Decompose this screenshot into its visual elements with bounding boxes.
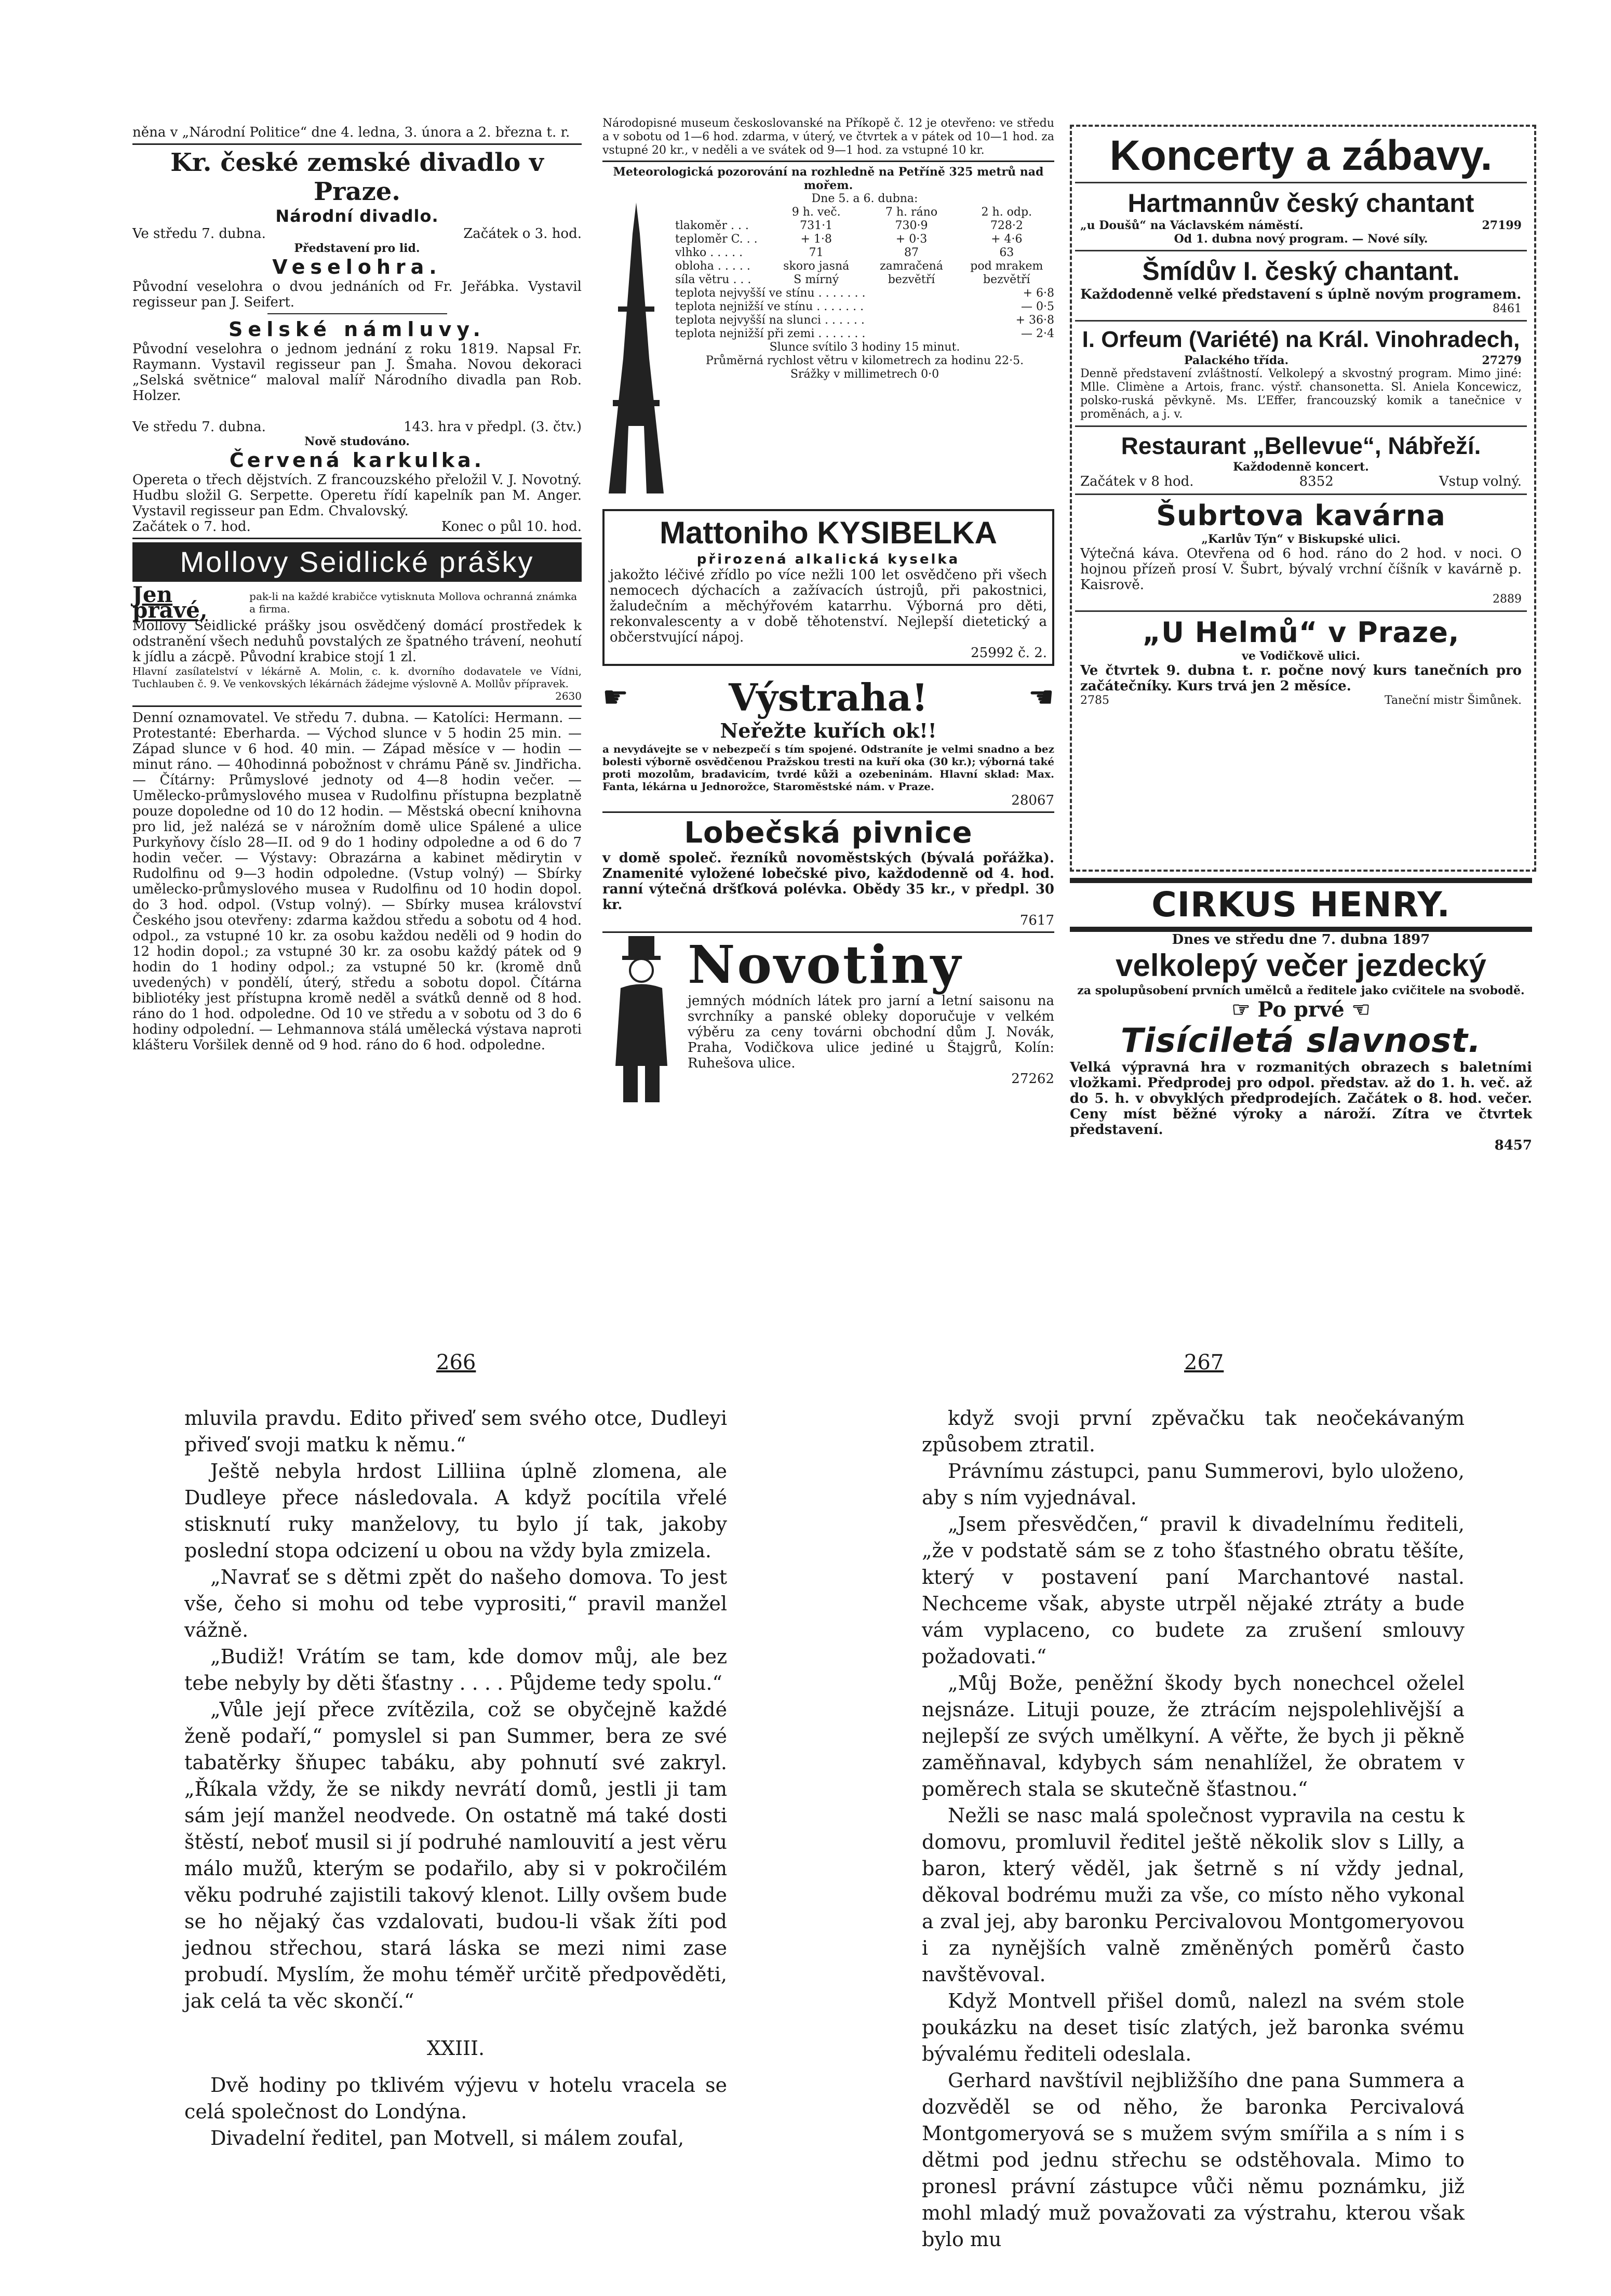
mattoni-ad — [602, 509, 1054, 666]
perf3-note: Nově studováno. — [304, 435, 410, 448]
perf1-time: Začátek o 3. hod. — [463, 226, 582, 242]
meteo-label: obloha . . . . . — [675, 260, 750, 273]
hartmann-program: Od 1. dubna nový program. — Nové síly. — [1174, 232, 1428, 246]
meteo-value: 87 — [904, 246, 919, 259]
novotiny-body — [688, 936, 1054, 1102]
meteo-value: 731·1 — [800, 219, 833, 232]
right-column — [1075, 130, 1527, 712]
mattoni-subtitle: přirozená alkalická kyselka — [696, 552, 960, 567]
warning-ad — [602, 676, 1054, 808]
subrt-title: Šubrtova kavárna — [1156, 499, 1446, 532]
moll-lead-row — [132, 582, 582, 623]
perf2-desc: Původní veselohra o jednom jednání z roku 1819. Napsal Fr. Raymann. Vystavil regisseur pan J. Šmaha. Novou dekoraci „Selská světnice“ maloval malíř Národního divadla pan Rob. Holzer. — [132, 341, 582, 404]
daily-notices: Denní oznamovatel. Ve středu 7. dubna. — Katolíci: Hermann. — Protestanté: Eberharda. — Východ slunce v 5 hodin 25 min. — Západ slunce v 6 hod. 40 min. — Západ měsíce v — hodin — minut ráno. — 40hodinná pobožnost v chrámu Páně sv. Jindřicha. — Čítárny: Průmyslové jednoty od 4—8 hodin večer. — Umělecko-průmyslového musea v Rudolfinu přístupna bezplatně pouze dopoledne od 10 do 12 hodin. — Městská obecní knihovna pro lid, jež nalézá se v nárožním domě ulice Spálené a ulice Purkyňovy číslo 28—II. od 9 do 1 hodiny odpoledne a od 6 do 7 hodin večer. — Výstavy: Obrazárna a kabinet mědirytin v Rudolfinu od 9—3 hodin odpoledne. (Vstup volný) — Sbírky umělecko-průmyslového musea v Rudolfinu od 10 hodin dopol. do 3 hod. odpol. (Vstup volný). — Sbírky musea království Českého jsou otevřeny: zdarma každou středu a sobotu od 4 hod. odpol., za vstupné 10 kr. za osobu každou neděli od 9 hodin do 12 hodin dopol.; za vstupné 30 kr. za osobu každý pátek od 9 hodin do 1 hodiny odpol.; za vstupné 50 kr. (kromě dnů uvedených) v pondělí, úterý, středu a sobotu dopol. Čítárna bibliotéky jest přístupna kromě neděl a svátků denně od 8 hod. ráno do 1 hod. odpoledne. Od 10 ve středu a v sobotu od 3 do 6 hodiny odpolední. — Lehmannova stálá umělecká výstava naproti klášteru Voršilek denně od 9 hod. ráno do 6 hod. odpoledne. — [132, 710, 582, 1053]
meteo-line-label: teplota nejnižší ve stínu . . . . . . . — [675, 300, 864, 313]
mattoni-num: 25992 č. 2. — [971, 645, 1047, 661]
orfeum-sub: Palackého třída. — [1184, 354, 1289, 367]
lobecska-ad — [602, 816, 1054, 928]
meteo-value: skoro jasná — [783, 260, 850, 273]
paragraph: Nežli se nasc malá společnost vypravila na cestu k domovu, promluvil ředitel ještě několik slov s Lilly, a baron, který věděl, jak šetrně s ní vždy jednal, děkoval bodrému muži za vše, co místo něho vykonal a zval jej, aby baronku Percivalovou Montgomeryovou i za nynějších valně změněných poměrů často navštěvoval. — [922, 1804, 1465, 1986]
bellevue-num: 8352 — [1299, 474, 1334, 489]
novotiny-num: 27262 — [1011, 1071, 1054, 1087]
novotiny-text: jemných módních látek pro jarní a letní saisonu na svrchníky a panské obleky doporučuje v velkém výběru za ceny továrni obchodní dům J. Novák, Praha, Vodičkova ulice jediné u Štajgrů, Kolín: Ruhešova ulice. — [688, 993, 1054, 1071]
hartmann-line — [1080, 219, 1522, 232]
meteo-value: 728·2 — [990, 219, 1023, 232]
perf2-title: Selské námluvy. — [229, 318, 486, 341]
pointing-hand-icon: ☚ — [1028, 680, 1054, 714]
meteo-label: vlhko . . . . . — [675, 246, 743, 259]
meteo-line-value: + 6·8 — [1023, 287, 1054, 300]
meteo-value: 730·9 — [895, 219, 928, 232]
circus-title: CIRKUS HENRY. — [1151, 885, 1451, 925]
bellevue-title: Restaurant „Bellevue“, Nábřeží. — [1121, 432, 1481, 459]
concerts-header: Koncerty a zábavy. — [1075, 130, 1527, 183]
moll-banner: Mollovy Seidlické prášky — [132, 542, 582, 582]
meteo-head: 2 h. odp. — [981, 206, 1032, 219]
meteo-line-label: teplota nejvyšší na slunci . . . . . . — [675, 314, 865, 327]
smid-text: Každodenně velké představení s úplně novým programem. — [1080, 287, 1522, 302]
helmu-sign: Taneční mistr Šimůnek. — [1385, 694, 1522, 707]
perf3-end: Konec o půl 10. hod. — [441, 519, 582, 535]
hartmann-title: Hartmannův český chantant — [1127, 189, 1474, 218]
hartmann-location: „u Doušů“ na Václavském náměstí. — [1080, 219, 1304, 232]
meteo-date: Dne 5. a 6. dubna: — [811, 192, 918, 205]
hartmann-ad — [1075, 183, 1527, 251]
paragraph: Gerhard navštívil nejbližšího dne pana Summera a dozvěděl se od něho, že baronka Percivalová Montgomeryová se s mužem svým smířila a s ním i s dětmi pod jednu střechu se odstěhovala. Mimo to pronesl právní zástupce vůči němu poznámku, již mohl mladý muž považovati za výstrahu, kterou však bylo mu — [922, 2069, 1465, 2251]
novotiny-title: Novotiny — [688, 934, 963, 995]
subrt-num: 2889 — [1493, 593, 1522, 606]
meteo-rain: Srážky v millimetrech 0·0 — [790, 368, 939, 381]
perf3-desc: Opereta o třech dějstvích. Z francouzského přeložil V. J. Novotný. Hudbu složil G. Serpette. Operetu řídí kapelník pan M. Anger. Vystavil regisseur pan Edm. Chvalovský. — [132, 472, 582, 519]
meteo-wind: Průměrná rychlost větru v kilometrech za hodinu 22·5. — [705, 354, 1024, 367]
smid-num: 8461 — [1493, 302, 1522, 315]
page-number-left: 266 — [436, 1351, 476, 1374]
left-column — [132, 125, 582, 1053]
pointing-hand-icon: ☛ — [602, 680, 629, 714]
novel-page-left — [184, 1405, 727, 2152]
meteo-line — [675, 314, 1054, 327]
orfeum-line — [1080, 354, 1522, 367]
chapter-heading: XXIII. — [426, 2037, 485, 2060]
circus-desc: Velká výpravná hra v rozmanitých obrazech s baletními vložkami. Předprodej pro odpol. představ. až do 1. h. več. až do 5. h. v obvyklých předprodejích. Začátek o 8. hod. večer. Ceny míst běžné výroky a nároží. Zítra ve čtvrtek představení. — [1070, 1060, 1532, 1138]
paragraph: Divadelní ředitel, pan Motvell, si málem zoufal, — [210, 2127, 684, 2150]
moll-depot: Hlavní zasílatelství v lékárně A. Molin, c. k. dvorního dodavatele ve Vídni, Tuchlauben č. 9. Ve venkovských lékárnách žádejme výslovně A. Mollův přípravek. — [132, 665, 582, 690]
warning-title: Výstraha! — [729, 675, 928, 719]
circus-first-row — [1070, 997, 1532, 1022]
perf1-note: Představení pro lid. — [294, 242, 420, 255]
paragraph: Právnímu zástupci, panu Summerovi, bylo uloženo, aby s ním vyjednával. — [922, 1460, 1465, 1509]
warning-header — [602, 676, 1054, 719]
helmu-text: Ve čtvrtek 9. dubna t. r. počne nový kurs tanečních pro začátečníky. Kurs trvá jen 2 měsíce. — [1080, 663, 1522, 694]
helmu-footer — [1080, 694, 1522, 708]
orfeum-ad — [1075, 322, 1527, 427]
circus-first: Po prvé — [1257, 997, 1345, 1022]
smid-ad — [1075, 251, 1527, 322]
meteo-line — [675, 300, 1054, 314]
meteo-label: síla větru . . . — [675, 273, 751, 286]
petrin-tower-icon — [608, 203, 665, 493]
paragraph: „Budiž! Vrátím se tam, kde domov můj, ale bez tebe nebyly by děti šťastny . . . . Půjdeme tedy spolu.“ — [184, 1645, 727, 1694]
perf3-title: Červená karkulka. — [229, 449, 485, 472]
mattoni-text: jakožto léčivé zřídlo po více nežli 100 let osvědčeno při všech nemocech dýchacích a zažívacích ústrojů, při pakostnici, žaludečním a měchýřovém katarrhu. Výborná pro děti, rekonvalescenty a v době těhotenství. Nejlepší dietetický a občerstvující nápoj. — [610, 567, 1047, 645]
perf1-day: Ve středu 7. dubna. — [132, 226, 266, 242]
circus-show: Tisíciletá slavnost. — [1120, 1022, 1482, 1060]
paragraph: když svoji první zpěvačku tak neočekávaným způsobem ztratil. — [922, 1407, 1465, 1456]
meteo-value: + 1·8 — [800, 233, 832, 246]
subrt-ad — [1075, 495, 1527, 612]
meteo-line-value: — 0·5 — [1021, 300, 1054, 313]
meteo-value: 63 — [999, 246, 1014, 259]
perf3-day: Ve středu 7. dubna. — [132, 419, 266, 435]
perf3-header — [132, 419, 582, 435]
novotiny-ad — [602, 936, 1054, 1102]
meteo-label: tlakoměr . . . — [675, 219, 749, 232]
orfeum-num: 27279 — [1482, 354, 1522, 367]
meteo-sun: Slunce svítilo 3 hodiny 15 minut. — [769, 341, 960, 354]
meteo-value: 71 — [809, 246, 824, 259]
meteo-head: 7 h. ráno — [885, 206, 938, 219]
divider — [132, 143, 582, 145]
perf3-footer — [132, 519, 582, 535]
hartmann-num: 27199 — [1482, 219, 1522, 232]
perf1-title: Veselohra. — [272, 256, 442, 278]
moll-num: 2630 — [555, 690, 582, 702]
paragraph: „Jsem přesvědčen,“ pravil k divadelnímu řediteli, „že v podstatě sám se z toho šťastného obratu těšíte, který v postavení paní Marchantové nastal. Nechceme však, abyste utrpěl nějaké ztráty a bude vám vyplaceno, co budete za zrušení smlouvy požadovati.“ — [922, 1513, 1465, 1668]
circus-date: Dnes ve středu dne 7. dubna 1897 — [1172, 932, 1430, 947]
bellevue-start: Začátek v 8 hod. — [1080, 474, 1194, 489]
divider — [602, 811, 1054, 813]
circus-text: za spolupůsobení prvních umělců a ředitele jako cvičitele na svobodě. — [1077, 984, 1525, 997]
meteo-line — [675, 327, 1054, 341]
bellevue-sub: Každodenně koncert. — [1233, 460, 1369, 474]
meteo-title: Meteorologická pozorování na rozhledně na Petříně 325 metrů nad mořem. — [613, 165, 1044, 192]
moll-lead-note: pak-li na každé krabičce vytisknuta Mollova ochranná známka a firma. — [249, 590, 578, 615]
warning-subtitle: Neřežte kuřích ok!! — [720, 719, 937, 742]
meteo-table — [675, 192, 1054, 381]
meteo-value: bezvětří — [888, 273, 935, 286]
meteo-grid — [675, 206, 1054, 287]
middle-column — [602, 117, 1054, 1102]
lobecska-num: 7617 — [1019, 913, 1054, 928]
pointing-hand-icon: ☜ — [1344, 997, 1371, 1022]
mattoni-title: Mattoniho KYSIBELKA — [660, 515, 997, 550]
theatre-subtitle: Národní divadlo. — [275, 206, 439, 226]
museum-notice: Národopisné museum českoslovanské na Příkopě č. 12 je otevřeno: ve středu a v sobotu od 1—6 hod. zdarma, v úterý, ve čtvrtek a v pátek od 10—1 hod. za vstupné 20 kr., v neděli a ve svátek od 9—1 hod. za vstupné 10 kr. — [602, 117, 1054, 157]
meteo-line-label: teplota nejvyšší ve stínu . . . . . . . — [675, 287, 866, 300]
warning-num: 28067 — [1011, 793, 1054, 808]
bellevue-line — [1080, 474, 1522, 489]
divider — [132, 538, 582, 539]
meteo-line-value: + 36·8 — [1015, 314, 1054, 327]
meteo-value: pod mrakem — [970, 260, 1043, 273]
paragraph: „Můj Bože, peněžní škody bych nonechcel oželel nejsnáze. Lituji pouze, že ztrácím nejspolehlivější a nejlepší ze svých umělkyní. A věřte, že bych ji pěkně zaměňnaval, kdybych sám nenahlížel, že obratem v poměrech stala se skutečně šťastnou.“ — [922, 1672, 1465, 1800]
pointing-hand-icon: ☞ — [1231, 997, 1258, 1022]
perf1-desc: Původní veselohra o dvou jednáních od Fr. Jeřábka. Vystavil regisseur pan J. Seifert. — [132, 279, 582, 310]
bellevue-ad — [1075, 427, 1527, 495]
meteo-line — [675, 287, 1054, 300]
meteo-block — [602, 192, 1054, 499]
divider — [267, 313, 447, 314]
theatre-title: Kr. české zemské divadlo v Praze. — [170, 148, 544, 206]
meteo-value: bezvětří — [983, 273, 1030, 286]
circus-ad — [1070, 878, 1532, 1153]
meteo-value: + 0·3 — [895, 233, 928, 246]
paragraph: Když Montvell přišel domů, nalezl na svém stole poukázku na deset tisíc zlatých, jež baronka svému bývalému řediteli odeslala. — [922, 1990, 1465, 2065]
page-number-right: 267 — [1184, 1351, 1224, 1374]
paragraph: „Navrať se s dětmi zpět do našeho domova. To jest vše, čeho si mohu od tebe vyprositi,“ pravil manžel vážně. — [184, 1566, 727, 1641]
novel-page-right — [922, 1405, 1465, 2253]
orfeum-text: Denně představení zvláštností. Velkolepý a skvostný program. Mimo jiné: Mlle. Climène a Artois, franc. výstř. chansonetta. Sl. Aniela Koncewicz, polsko-ruská pěvkyně. Ms. L’Effer, francouzský komik a tanečnice v proměnách, a j. v. — [1080, 367, 1522, 421]
subrt-sub: „Karlův Týn“ v Biskupské ulici. — [1201, 532, 1401, 546]
warning-text: a nevydávejte se v nebezpečí s tím spojené. Odstraníte je velmi snadno a bez bolesti výborně osvědčenou Pražskou tresti na kuří oka (30 kr.); výborná také proti mozolům, bradavicím, tvrdé kůži a ozebeninám. Hlavní sklad: Max. Fanta, lékárna u Jednorožce, Staroměstské nám. v Praze. — [602, 743, 1054, 793]
helmu-title: „U Helmů“ v Praze, — [1142, 616, 1460, 649]
circus-title-box — [1070, 878, 1532, 932]
meteo-head: 9 h. več. — [791, 206, 841, 219]
paragraph: Ještě nebyla hrdost Lilliina úplně zlomena, ale Dudleye přece následovala. A když pocítila vřelé stisknutí ruky manželovy, tu bylo jí tak, jakoby poslední stopa odcizení u obou na vždy byla zmizela. — [184, 1460, 727, 1562]
moll-text: Mollovy Seidlické prášky jsou osvědčený domácí prostředek k odstranění všech neduhů povstalých ze špatného trávení, neohutí k jídlu a zácpě. Původní krabice stojí 1 zl. — [132, 618, 582, 665]
divider — [132, 705, 582, 707]
circus-num: 8457 — [1494, 1138, 1532, 1153]
helmu-sub: ve Vodičkově ulici. — [1242, 649, 1360, 663]
perf3-start: Začátek o 7. hod. — [132, 519, 251, 535]
perf1-header — [132, 226, 582, 242]
circus-big: velkolepý večer jezdecký — [1116, 948, 1486, 983]
lobecska-text: v domě společ. řezníků novoměstských (bývalá pořážka). Znamenité vyložené lobečské pivo, každodenně od 4. hod. ranní výtečná dršťková polévka. Obědy 35 kr., v předpl. 30 kr. — [602, 850, 1054, 913]
meteo-line-value: — 2·4 — [1021, 327, 1054, 340]
lobecska-title: Lobečská pivnice — [684, 816, 973, 850]
moll-lead: Jen pravé, — [132, 582, 208, 623]
meteo-line-label: teplota nejnižší při zemi . . . . . . . — [675, 327, 866, 340]
paragraph: mluvila pravdu. Edito přiveď sem svého otce, Dudleyi přiveď svoji matku k němu.“ — [184, 1407, 727, 1456]
smid-title: Šmídův I. český chantant. — [1142, 257, 1460, 286]
meteo-value: zamračená — [880, 260, 943, 273]
bellevue-entry: Vstup volný. — [1439, 474, 1522, 489]
intro-text: něna v „Národní Politice“ dne 4. ledna, 3. února a 2. března t. r. — [132, 125, 570, 140]
divider — [602, 161, 1054, 162]
orfeum-title: I. Orfeum (Variété) na Král. Vinohradech, — [1082, 327, 1520, 352]
paragraph: Dvě hodiny po tklivém výjevu v hotelu vracela se celá společnost do Londýna. — [184, 2074, 727, 2123]
helmu-ad — [1075, 612, 1527, 712]
helmu-num: 2785 — [1080, 694, 1109, 707]
meteo-value: + 4·6 — [991, 233, 1023, 246]
perf3-num: 143. hra v předpl. (3. čtv.) — [404, 419, 582, 435]
gentleman-figure-icon — [602, 936, 680, 1102]
meteo-value: S mírný — [794, 273, 839, 286]
paragraph: „Vůle její přece zvítězila, což se obyčejně každé ženě podaří,“ pomyslel si pan Summer, bera ze své tabatěrky šňupec tabáku, aby pohnutí své zakryl. „Říkala vždy, že se nikdy nevrátí domů, jestli ji tam sám její manžel neodvede. On ostatně má také dosti štěstí, neboť musil si jí podruhé namlouvití a jest věru málo mužů, kterým se podařilo, aby si v pokročilém věku podruhé zajistili takový klenot. Lilly ovšem bude se ho nějaký čas vzdalovati, budou-li však žíti pod jednou střechou, stará láska se mezi nimi zase probudí. Myslím, že mohu téměř určitě předpověděti, jak celá ta věc skončí.“ — [184, 1698, 727, 2012]
subrt-text: Výtečná káva. Otevřena od 6 hod. ráno do 2 hod. v noci. O hojnou přízeň prosí V. Šubrt, bývalý vrchní číšník v kavárně p. Kaisrově. — [1080, 546, 1522, 593]
meteo-label: teploměr C. . . — [675, 233, 758, 246]
divider — [602, 931, 1054, 933]
